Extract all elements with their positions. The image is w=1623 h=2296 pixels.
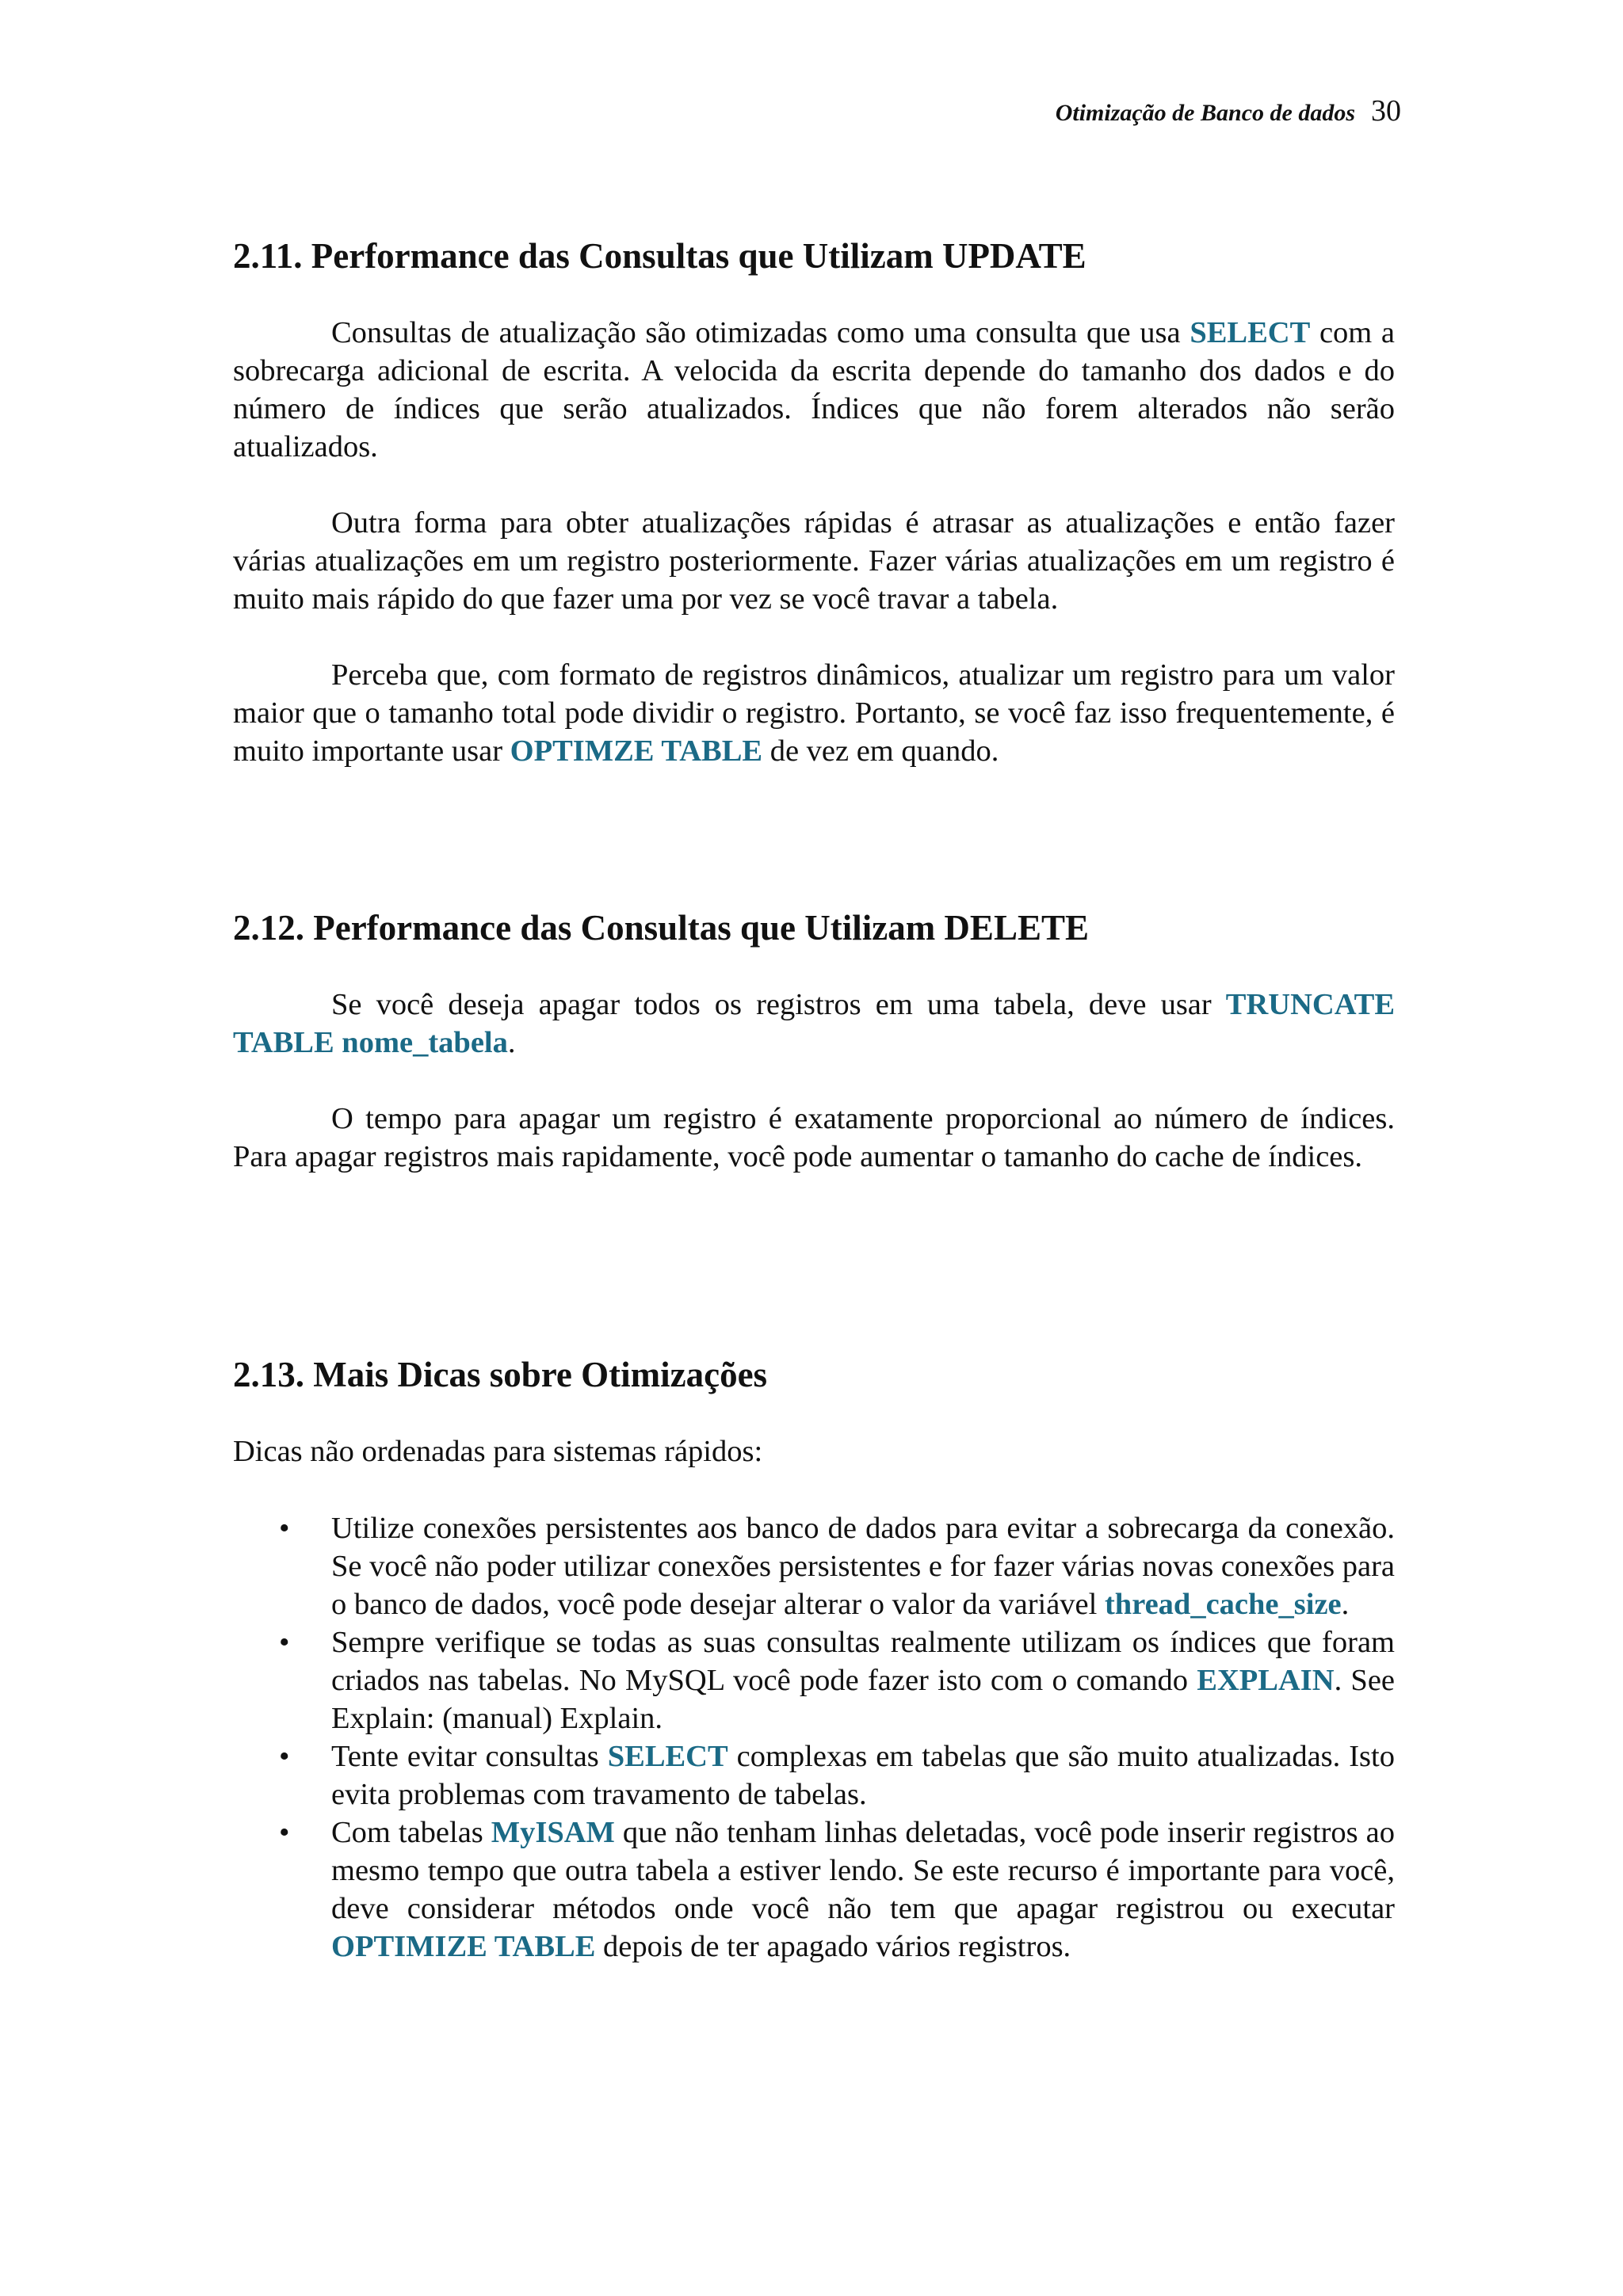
text: . — [507, 1026, 516, 1059]
keyword: SELECT — [607, 1740, 728, 1773]
bullet: • — [279, 1816, 290, 1849]
keyword: EXPLAIN — [1197, 1664, 1335, 1697]
keyword: OPTIMZE TABLE — [510, 734, 763, 768]
paragraph: Outra forma para obter atualizações rápidas é atrasar as atualizações e então fazer várias atualizações em um registro posteriormente. Fazer várias atualizações em um registro é muito mais rápido do que fazer uma por vez se você travar a tabela. — [233, 506, 1395, 616]
keyword: OPTIMIZE TABLE — [331, 1930, 596, 1963]
text: que não tenham linhas deletadas, você pode inserir registros ao mesmo tempo que outra tabela a estiver lendo. Se este recurso é importante para você, deve considerar métodos onde você não tem que apagar registrou ou executar — [331, 1816, 1395, 1925]
paragraph — [233, 314, 1395, 466]
section-heading-2-13: 2.13. Mais Dicas sobre Otimizações — [233, 1355, 768, 1394]
paragraph — [233, 656, 1395, 770]
bullet: • — [279, 1740, 290, 1773]
paragraph — [233, 986, 1395, 1062]
keyword: SELECT — [1190, 316, 1311, 349]
text: . See Explain: (manual) Explain. — [331, 1664, 1396, 1735]
text: Sempre verifique se todas as suas consultas realmente utilizam os índices que foram criados nas tabelas. No MySQL você pode fazer isto com o comando — [331, 1626, 1395, 1697]
paragraph: O tempo para apagar um registro é exatamente proporcional ao número de índices. Para apagar registros mais rapidamente, você pode aumentar o tamanho do cache de índices. — [233, 1102, 1395, 1173]
section-heading-2-12: 2.12. Performance das Consultas que Utilizam DELETE — [233, 908, 1089, 948]
bullet: • — [279, 1626, 290, 1659]
text: depois de ter apagado vários registros. — [595, 1930, 1071, 1963]
text: com a sobrecarga adicional de escrita. A velocida da escrita depende do tamanho dos dados e do número de índices que serão atualizados. Índices que não forem alterados não serão atualizados. — [233, 316, 1396, 463]
text: complexas em tabelas que são muito atualizadas. Isto evita problemas com travamento de tabelas. — [331, 1740, 1395, 1811]
section-heading-2-11: 2.11. Performance das Consultas que Utilizam UPDATE — [233, 236, 1086, 276]
keyword: TRUNCATE TABLE nome_tabela — [233, 988, 1395, 1059]
paragraph: Dicas não ordenadas para sistemas rápidos: — [233, 1435, 763, 1468]
list-item — [233, 1623, 1395, 1737]
text: Se você deseja apagar todos os registros em uma tabela, deve usar — [331, 988, 1226, 1021]
page-header — [1056, 93, 1401, 128]
text: Consultas de atualização são otimizadas como uma consulta que usa — [331, 316, 1190, 349]
bullet: • — [279, 1512, 290, 1545]
keyword: thread_cache_size — [1104, 1588, 1342, 1621]
list-item — [233, 1509, 1395, 1623]
list-item — [233, 1814, 1395, 1966]
running-title: Otimização de Banco de dados — [1055, 100, 1355, 126]
text: Com tabelas — [331, 1816, 491, 1849]
list-item — [233, 1737, 1395, 1814]
text: de vez em quando. — [762, 734, 999, 768]
text: . — [1341, 1588, 1350, 1621]
page-number: 30 — [1371, 94, 1401, 128]
text: Utilize conexões persistentes aos banco de dados para evitar a sobrecarga da conexão. Se você não poder utilizar conexões persistentes e for fazer várias novas conexões para o banco de dados, você pode desejar alterar o valor da variável — [331, 1512, 1395, 1621]
text: Perceba que, com formato de registros dinâmicos, atualizar um registro para um valor maior que o tamanho total pode dividir o registro. Portanto, se você faz isso frequentemente, é muito importante usar — [233, 658, 1395, 768]
text: Tente evitar consultas — [331, 1740, 608, 1773]
tips-list — [233, 1509, 1395, 1966]
keyword: MyISAM — [491, 1816, 615, 1849]
